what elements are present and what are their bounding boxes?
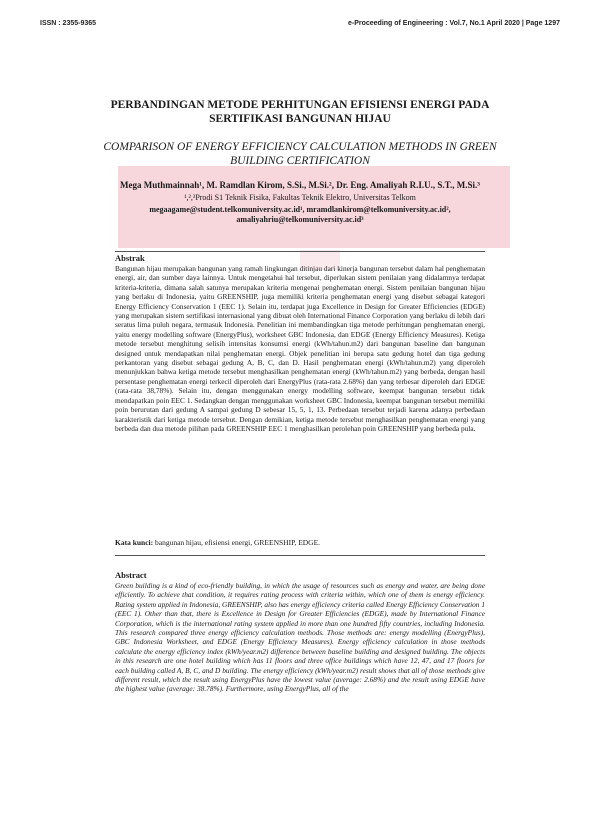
abstrak-heading: Abstrak (115, 253, 145, 263)
journal-label: e-Proceeding of Engineering : Vol.7, No.1 April 2020 | Page 1297 (347, 20, 560, 27)
abstrak-section (115, 253, 485, 433)
keywords-label: Kata kunci: (115, 538, 154, 547)
running-header (0, 20, 600, 36)
paper-title-english: COMPARISON OF ENERGY EFFICIENCY CALCULATION METHODS IN GREEN BUILDING CERTIFICATION (103, 141, 497, 167)
abstract-section (115, 570, 485, 694)
abstract-text: Green building is a kind of eco-friendly building, in which the usage of resources such as energy and water, are being done efficiently. To achieve that condition, it requires rating process with criteria within, which one of them is energy efficiency. Rating system applied in Indonesia, GREENSHIP, also has energy efficiency criteria called Energy Efficiency Conservation 1 (EEC 1). Other than that, there is Excellence in Design for Greater Efficiencies (EDGE), made by International Finance Corporation, which is the international rating system applied in more than one hundred fifty countries, including Indonesia. This research compared three energy efficiency calculation methods. Those methods are: energy modelling (EnergyPlus), GBC Indonesia Worksheet, and EDGE (Energy Efficiency Measures). Energy efficiency calculation in those methods calculate the energy efficiency index (kWh/year.m2) difference between baseline building and designed building. The objects in this research are one hotel building which has 11 floors and three office buildings which have 12, 47, and 17 floors for each building called A, B, C, and D building. The energy efficiency (kWh/year.m2) result shows that all of those methods give different result, which the result using EnergyPlus have the lowest value (average: 2.68%) and the result using EDGE have the highest value (average: 38.78%). Furthermore, using EnergyPlus, all of the (115, 581, 485, 694)
abstract-heading: Abstract (115, 570, 147, 580)
abstrak-text: Bangunan hijau merupakan bangunan yang ramah lingkungan ditinjau dari kinerja bangunan tersebut dalam hal penghematan energi, air, dan sumber daya lainnya. Untuk mengetahui hal tersebut, diperlukan sistem penilaian yang didalamnya terdapat kriteria-kriteria, dimana salah satunya merupakan kriteria mengenai penghematan energi. Sistem penilaian bangunan hijau yang berlaku di Indonesia, yaitu GREENSHIP, juga memiliki kriteria penghematan energi yang disebut sebagai kategori Energy Efficiency Conservation 1 (EEC 1). Selain itu, terdapat juga Excellence in Design for Greater Efficiencies (EDGE) yang merupakan sistem sertifikasi internasional yang dibuat oleh International Finance Corporation yang berlaku di lebih dari seratus lima puluh negara, termasuk Indonesia. Penelitian ini membandingkan tiga metode perhitungan penghematan energi, yaitu energy modelling software (EnergyPlus), worksheet GBC Indonesia, dan EDGE (Energy Efficiency Measures). Ketiga metode tersebut menghitung selisih intensitas konsumsi energi (kWh/tahun.m2) dari bangunan baseline dan bangunan designed untuk mendapatkan nilai penghematan energi. Objek penelitian ini berupa satu gedung hotel dan tiga gedung perkantoran yang disebut sebagai gedung A, B, C, dan D. Hasil penghematan energi (kWh/tahun.m2) yang diperoleh menunjukkan bahwa ketiga metode tersebut menghasilkan penghematan energi (kWh/tahun.m2) yang berbeda, dengan hasil persentase penghematan energi terkecil diperoleh dari EnergyPlus (rata-rata 2.68%) dan yang terbesar diperoleh dari EDGE (rata-rata 38,78%). Selain itu, dengan menggunakan energy modelling software, keempat bangunan tersebut tidak mendapatkan poin EEC 1. Sedangkan dengan menggunakan worksheet GBC Indonesia, keempat bangunan tersebut memiliki poin berurutan dari gedung A sampai gedung D sebesar 15, 5, 1, 13. Perbedaan tersebut terjadi karena adanya perbedaan karakteristik dari ketiga metode tersebut. Dengan demikian, ketiga metode tersebut menghasilkan penghematan energi yang berbeda dan dua metode pilihan pada GREENSHIP EEC 1 menghasilkan perolehan poin GREENSHIP yang berbeda pula. (115, 264, 485, 433)
keywords-line (115, 538, 485, 548)
author-list: Mega Muthmainnah¹, M. Ramdlan Kirom, S.Si., M.Si.², Dr. Eng. Amaliyah R.I.U., S.T., M.Si.³ (120, 180, 480, 190)
author-emails: megaagame@student.telkomuniversity.ac.id¹, mramdlankirom@telkomuniversity.ac.id², amaliyahriu@telkomuniversity.ac.id³ (149, 205, 451, 224)
paper-title-indonesian: PERBANDINGAN METODE PERHITUNGAN EFISIENSI ENERGI PADA SERTIFIKASI BANGUNAN HIJAU (110, 99, 490, 125)
divider-top (115, 251, 485, 252)
keywords-text: bangunan hijau, efisiensi energi, GREENSHIP, EDGE. (153, 538, 321, 547)
title-block (90, 98, 510, 225)
keywords-section (115, 538, 485, 548)
affiliation: ¹,²,³Prodi S1 Teknik Fisika, Fakultas Teknik Elektro, Universitas Telkom (184, 193, 416, 202)
divider-middle (115, 555, 485, 556)
issn-label: ISSN : 2355-9365 (40, 20, 97, 27)
